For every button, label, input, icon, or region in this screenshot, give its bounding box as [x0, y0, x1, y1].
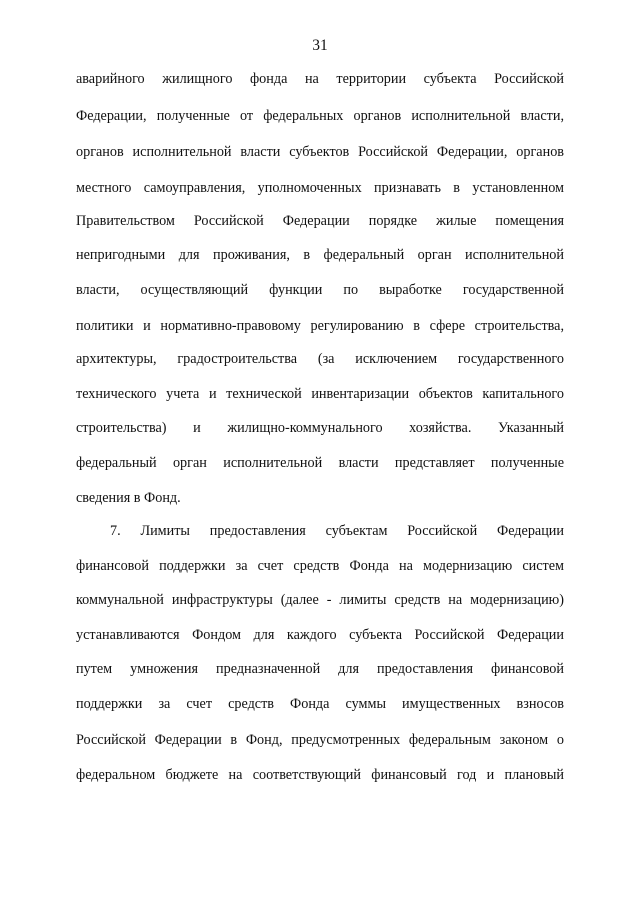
paragraph-1-line-1: аварийного жилищного фонда на территории субъекта Российской: [76, 71, 564, 87]
paragraph-1-line-8: политики и нормативно-правовому регулированию в сфере строительства,: [76, 318, 564, 334]
paragraph-1-line-5: Правительством Российской Федерации порядке жилые помещения: [76, 213, 564, 229]
paragraph-2-line-2: финансовой поддержки за счет средств Фонда на модернизацию систем: [76, 558, 564, 574]
paragraph-1-line-9: архитектуры, градостроительства (за исключением государственного: [76, 351, 564, 367]
paragraph-1-line-12: федеральный орган исполнительной власти представляет полученные: [76, 455, 564, 471]
paragraph-1-line-2: Федерации, полученные от федеральных органов исполнительной власти,: [76, 108, 564, 124]
paragraph-1-line-4: местного самоуправления, уполномоченных признавать в установленном: [76, 180, 564, 196]
paragraph-2-line-3: коммунальной инфраструктуры (далее - лимиты средств на модернизацию): [76, 592, 564, 608]
paragraph-1-line-13: сведения в Фонд.: [76, 490, 181, 506]
paragraph-1-line-6: непригодными для проживания, в федеральный орган исполнительной: [76, 247, 564, 263]
paragraph-2-line-7: Российской Федерации в Фонд, предусмотренных федеральным законом о: [76, 732, 564, 748]
paragraph-2-line-8: федеральном бюджете на соответствующий финансовый год и плановый: [76, 767, 564, 783]
paragraph-1-line-7: власти, осуществляющий функции по выработке государственной: [76, 282, 564, 298]
paragraph-2-line-1: 7. Лимиты предоставления субъектам Российской Федерации: [110, 523, 564, 539]
paragraph-1-line-3: органов исполнительной власти субъектов Российской Федерации, органов: [76, 144, 564, 160]
paragraph-2-line-5: путем умножения предназначенной для предоставления финансовой: [76, 661, 564, 677]
paragraph-1-line-10: технического учета и технической инвентаризации объектов капитального: [76, 386, 564, 402]
paragraph-2-line-6: поддержки за счет средств Фонда суммы имущественных взносов: [76, 696, 564, 712]
paragraph-1-line-11: строительства) и жилищно-коммунального хозяйства. Указанный: [76, 420, 564, 436]
paragraph-2-line-4: устанавливаются Фондом для каждого субъекта Российской Федерации: [76, 627, 564, 643]
page-number: 31: [312, 37, 328, 54]
